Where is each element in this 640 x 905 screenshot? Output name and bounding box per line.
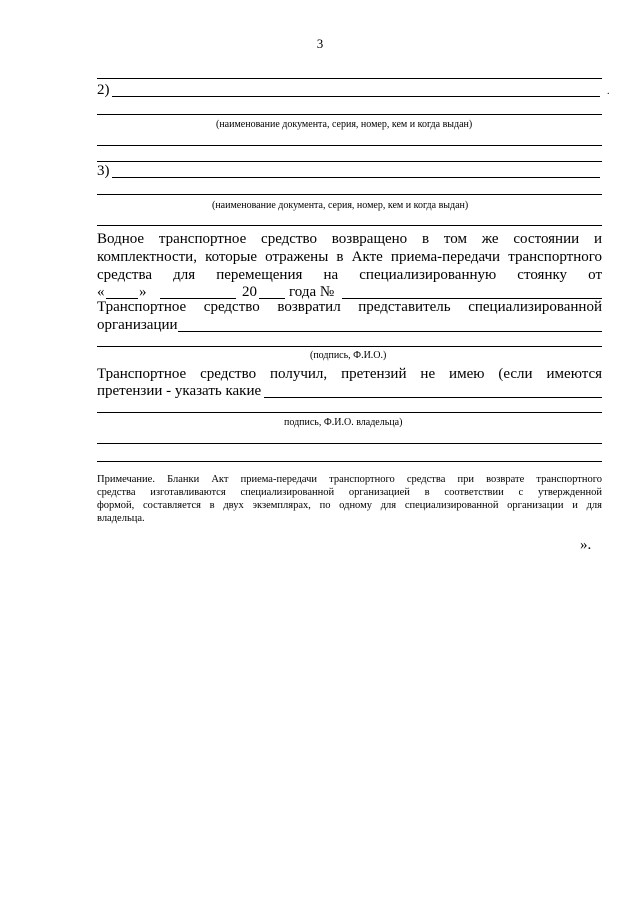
year-prefix: 20 <box>242 284 257 300</box>
note-line-4: владельца. <box>97 513 145 524</box>
item-3-line[interactable] <box>112 177 600 178</box>
note-paragraph <box>97 473 602 525</box>
item-3-label: 3) <box>97 163 110 179</box>
blank-line <box>97 194 602 195</box>
note-line-3: формой, составляется в двух экземплярах, по одному для специализированной организации и для <box>97 500 602 511</box>
blank-line <box>97 461 602 462</box>
doc-caption: (наименование документа, серия, номер, кем и когда выдан) <box>212 200 469 211</box>
returned-line-3: средства для перемещения на специализированную стоянку от <box>97 267 602 283</box>
blank-line <box>97 145 602 146</box>
closing-mark: ». <box>580 537 592 553</box>
returner-signature-line[interactable] <box>97 346 602 347</box>
returner-paragraph <box>97 298 602 316</box>
receiver-signature-caption: подпись, Ф.И.О. владельца) <box>284 417 403 428</box>
doc-caption: (наименование документа, серия, номер, кем и когда выдан) <box>216 119 473 130</box>
returner-line-2: организации <box>97 317 178 333</box>
receiver-line-2: претензии - указать какие <box>97 383 262 399</box>
returner-line-1: Транспортное средство возвратил представитель специализированной <box>97 299 602 315</box>
receiver-paragraph <box>97 365 602 383</box>
year-suffix: года № <box>289 284 335 300</box>
returned-line-1: Водное транспортное средство возвращено в том же состоянии и <box>97 231 602 247</box>
item-2-line[interactable] <box>112 96 600 97</box>
note-line-1: Примечание. Бланки Акт приема-передачи транспортного средства при возврате транспортного <box>97 474 602 485</box>
stray-mark: . <box>607 86 610 97</box>
returned-paragraph <box>97 230 602 284</box>
claims-field[interactable] <box>264 397 602 398</box>
blank-line <box>97 114 602 115</box>
note-line-2: средства изготавливаются специализированной организацией в соответствии с утвержденной <box>97 487 602 498</box>
receiver-signature-line[interactable] <box>97 412 602 413</box>
receiver-line-1: Транспортное средство получил, претензий не имею (если имеются <box>97 366 602 382</box>
organization-field[interactable] <box>178 331 602 332</box>
blank-line <box>97 78 602 79</box>
date-quote-open: « <box>97 284 105 300</box>
returned-line-2: комплектности, которые отражены в Акте приема-передачи транспортного <box>97 249 602 265</box>
blank-line <box>97 225 602 226</box>
page-number: 3 <box>316 36 324 51</box>
item-2-label: 2) <box>97 82 110 98</box>
blank-line <box>97 443 602 444</box>
returner-signature-caption: (подпись, Ф.И.О.) <box>310 350 387 361</box>
date-quote-close: » <box>139 284 147 300</box>
blank-line <box>97 161 602 162</box>
